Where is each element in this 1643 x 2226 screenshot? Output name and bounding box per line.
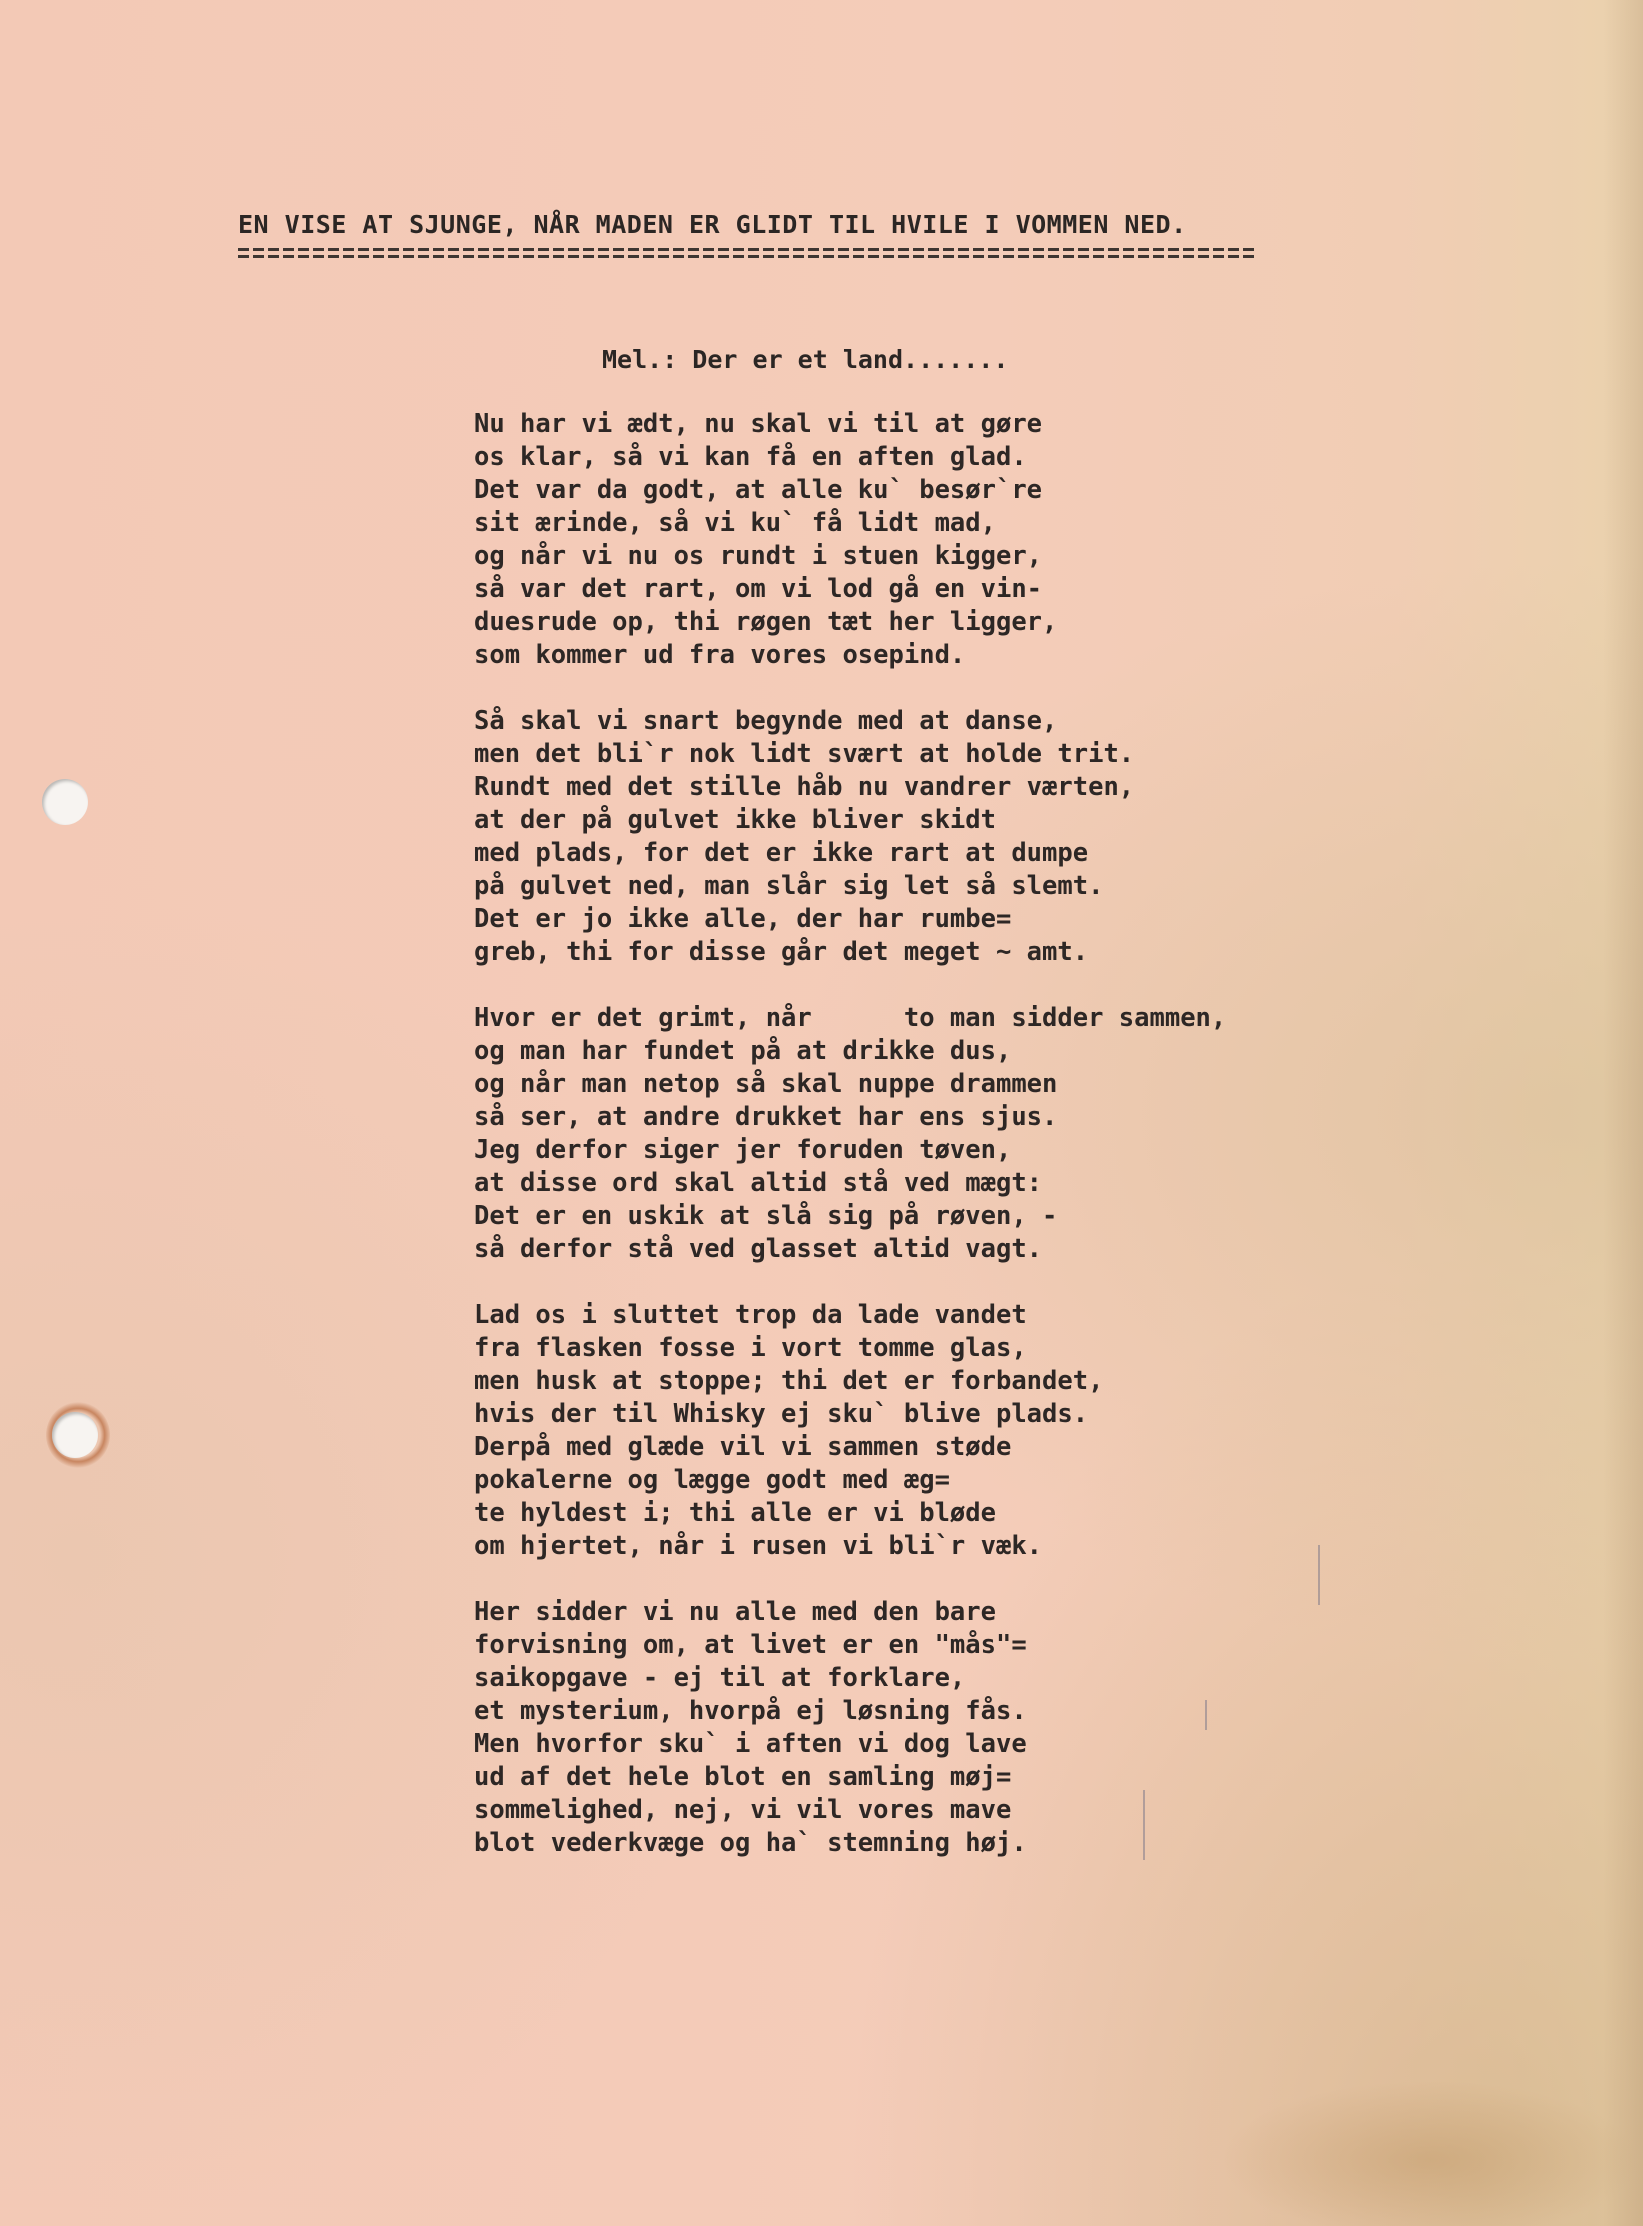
verse-3	[474, 1002, 1594, 1266]
verse-line: Lad os i sluttet trop da lade vandet	[474, 1300, 1027, 1330]
verse-line: sit ærinde, så vi ku` få lidt mad,	[474, 508, 996, 538]
verse-line: men husk at stoppe; thi det er forbandet,	[474, 1366, 1104, 1396]
verse-line: blot vederkvæge og ha` stemning høj.	[474, 1828, 1027, 1858]
verse-line: duesrude op, thi røgen tæt her ligger,	[474, 607, 1058, 637]
verse-line: at disse ord skal altid stå ved mægt:	[474, 1168, 1043, 1198]
verse-line: Jeg derfor siger jer foruden tøven,	[474, 1135, 1012, 1165]
verse-2	[474, 705, 1594, 969]
verse-line: og når vi nu os rundt i stuen kigger,	[474, 541, 1043, 571]
verse-line: Det var da godt, at alle ku` besør`re	[474, 475, 1043, 505]
verse-line: ud af det hele blot en samling møj=	[474, 1762, 1012, 1792]
verse-line: et mysterium, hvorpå ej løsning fås.	[474, 1696, 1027, 1726]
verse-1	[474, 408, 1594, 672]
verse-5	[474, 1596, 1594, 1860]
verse-line: os klar, så vi kan få en aften glad.	[474, 442, 1027, 472]
verse-line: så derfor stå ved glasset altid vagt.	[474, 1234, 1043, 1264]
verse-line: Rundt med det stille håb nu vandrer værten,	[474, 772, 1135, 802]
verse-line: Men hvorfor sku` i aften vi dog lave	[474, 1729, 1027, 1759]
page-edge-shadow	[1603, 0, 1643, 2226]
verse-line: fra flasken fosse i vort tomme glas,	[474, 1333, 1027, 1363]
double-underline-rule	[238, 248, 1258, 264]
punch-hole-top	[42, 779, 88, 825]
punch-hole-bottom	[52, 1412, 98, 1458]
song-title: EN VISE AT SJUNGE, NÅR MADEN ER GLIDT TIL HVILE I VOMMEN NED.	[238, 210, 1187, 239]
verse-line: Her sidder vi nu alle med den bare	[474, 1597, 996, 1627]
verse-line: te hyldest i; thi alle er vi bløde	[474, 1498, 996, 1528]
verse-line: men det bli`r nok lidt svært at holde trit.	[474, 739, 1135, 769]
verse-line: Det er jo ikke alle, der har rumbe=	[474, 904, 1012, 934]
verse-4	[474, 1299, 1594, 1563]
verse-line: greb, thi for disse går det meget ~ amt.	[474, 937, 1089, 967]
verse-line: Det er en uskik at slå sig på røven, -	[474, 1201, 1058, 1231]
verse-line: pokalerne og lægge godt med æg=	[474, 1465, 950, 1495]
verse-line: saikopgave - ej til at forklare,	[474, 1663, 966, 1693]
verse-line: så var det rart, om vi lod gå en vin-	[474, 574, 1043, 604]
melody-note: Mel.: Der er et land.......	[602, 345, 1009, 374]
verse-line: hvis der til Whisky ej sku` blive plads.	[474, 1399, 1089, 1429]
verse-line: Så skal vi snart begynde med at danse,	[474, 706, 1058, 736]
verse-line: med plads, for det er ikke rart at dumpe	[474, 838, 1089, 868]
verse-line: på gulvet ned, man slår sig let så slemt.	[474, 871, 1104, 901]
verse-line: Nu har vi ædt, nu skal vi til at gøre	[474, 409, 1043, 439]
verse-line: sommelighed, nej, vi vil vores mave	[474, 1795, 1012, 1825]
verse-line: at der på gulvet ikke bliver skidt	[474, 805, 996, 835]
verse-line: og man har fundet på at drikke dus,	[474, 1036, 1012, 1066]
verse-line: og når man netop så skal nuppe drammen	[474, 1069, 1058, 1099]
verse-line: forvisning om, at livet er en "mås"=	[474, 1630, 1027, 1660]
verse-line: om hjertet, når i rusen vi bli`r væk.	[474, 1531, 1043, 1561]
verse-line: som kommer ud fra vores osepind.	[474, 640, 966, 670]
song-verses	[474, 408, 1594, 1893]
verse-line: Derpå med glæde vil vi sammen støde	[474, 1432, 1012, 1462]
verse-line: Hvor er det grimt, når to man sidder sammen,	[474, 1003, 1227, 1033]
verse-line: så ser, at andre drukket har ens sjus.	[474, 1102, 1058, 1132]
water-stain	[1220, 2080, 1640, 2226]
